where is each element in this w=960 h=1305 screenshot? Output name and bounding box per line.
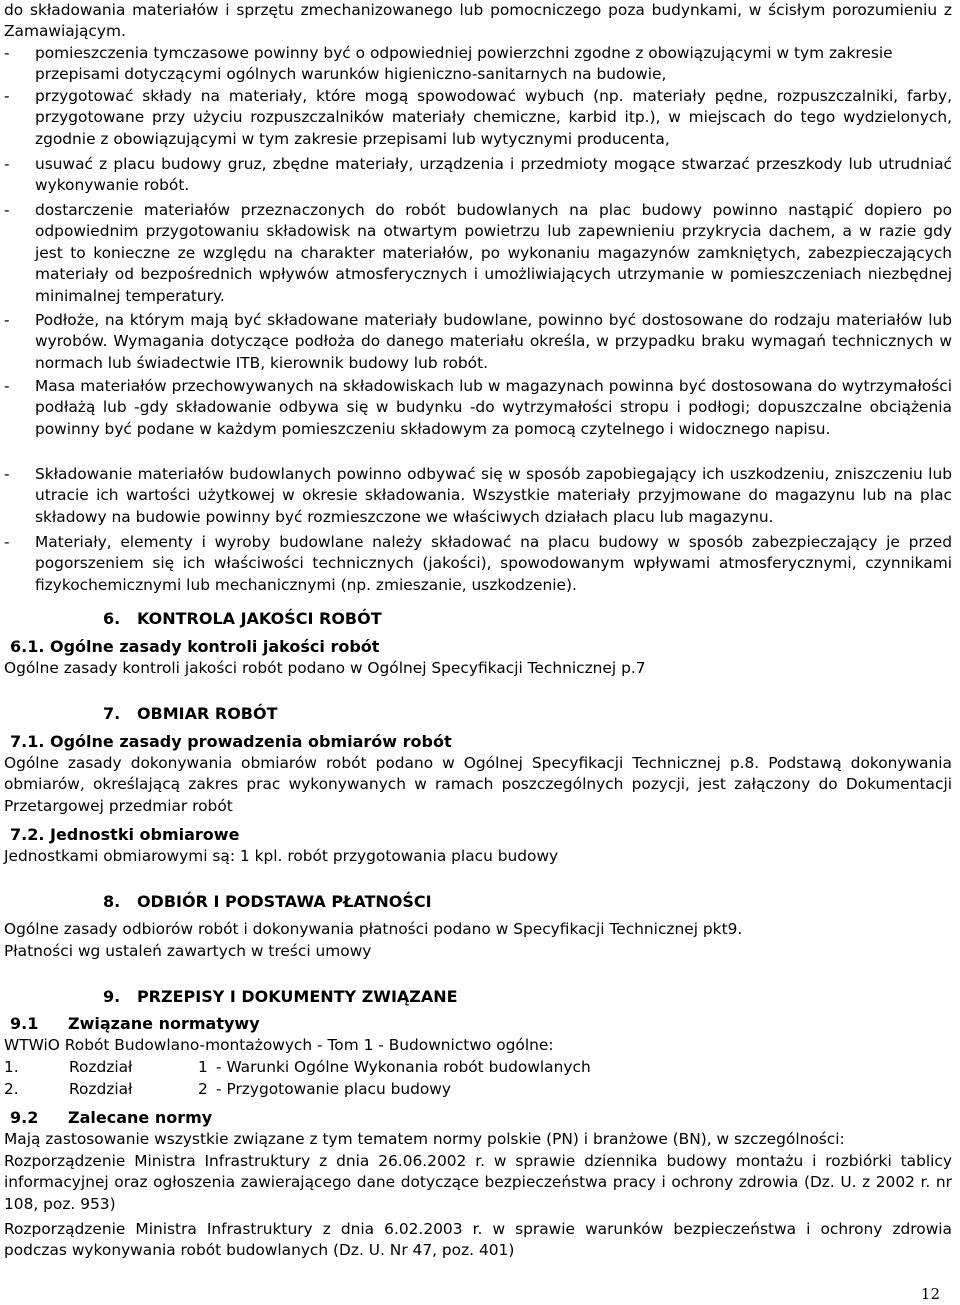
subsection-heading xyxy=(10,636,379,657)
subsection-title: Jednostki obmiarowe xyxy=(50,825,240,844)
section-number: 9. xyxy=(103,987,121,1006)
section-number: 6. xyxy=(103,609,121,628)
subsection-number: 9.1 xyxy=(10,1014,39,1033)
subsection-title: Ogólne zasady kontroli jakości robót xyxy=(50,637,380,656)
list-item xyxy=(4,1079,952,1101)
section-number: 8. xyxy=(103,892,121,911)
bullet-dash: - xyxy=(4,201,10,219)
bullet-item xyxy=(4,532,952,596)
list-code: 2 xyxy=(198,1080,208,1098)
bullet-item xyxy=(4,310,952,374)
subsection-title: Zalecane normy xyxy=(68,1108,213,1127)
bullet-text: przygotować składy na materiały, które mogą spowodować wybuch (np. materiały pędne, rozpuszczalniki, farby, przygotowane przy użyciu rozpuszczalników materiały chemiczne, karbid itp.), w miejscach do tego wydzielonych, zgodnie z obowiązującymi w tym zakresie przepisami lub wytycznymi producenta, xyxy=(35,87,952,148)
paragraph: Ogólne zasady kontroli jakości robót podano w Ogólnej Specyfikacji Technicznej p.7 xyxy=(4,659,646,677)
list-number: 1. xyxy=(4,1058,19,1076)
paragraph: WTWiO Robót Budowlano-montażowych - Tom 1 - Budownictwo ogólne: xyxy=(4,1036,554,1054)
bullet-text: Składowanie materiałów budowlanych powinno odbywać się w sposób zapobiegający ich uszkodzeniu, zniszczeniu lub utracie ich wartości użytkowej w okresie składowania. Wszystkie materiały przyjmowane do magazynu lub na plac składowy na budowie powinny być rozmieszczone we właściwych działach placu lub magazynu. xyxy=(35,465,952,526)
section-heading xyxy=(103,986,458,1007)
subsection-number: 9.2 xyxy=(10,1108,39,1127)
bullet-dash: - xyxy=(4,377,10,395)
subsection-heading xyxy=(10,824,239,845)
list-code: 1 xyxy=(198,1058,208,1076)
subsection-number: 7.2. xyxy=(10,825,45,844)
bullet-text: Podłoże, na którym mają być składowane materiały budowlane, powinno być dostosowane do rodzaju materiałów lub wyrobów. Wymagania dotyczące podłoża do danego materiału określa, w przypadku braku wymagań technicznych w normach lub świadectwie ITB, kierownik budowy lub robót. xyxy=(35,311,952,372)
bullet-dash: - xyxy=(4,155,10,173)
paragraph: Płatności wg ustaleń zawartych w treści umowy xyxy=(4,942,372,960)
bullet-dash: - xyxy=(4,311,10,329)
bullet-item xyxy=(4,86,952,150)
list-number: 2. xyxy=(4,1080,19,1098)
subsection-number: 7.1. xyxy=(10,732,45,751)
page-number: 12 xyxy=(920,1285,940,1303)
paragraph: Mają zastosowanie wszystkie związane z tym tematem normy polskie (PN) i branżowe (BN), w szczególności: xyxy=(4,1130,845,1148)
paragraph: Ogólne zasady odbiorów robót i dokonywania płatności podano w Specyfikacji Technicznej pkt9. xyxy=(4,920,743,938)
paragraph: Rozporządzenie Ministra Infrastruktury z dnia 6.02.2003 r. w sprawie warunków bezpieczeństwa i ochrony zdrowia podczas wykonywania robót budowlanych (Dz. U. Nr 47, poz. 401) xyxy=(4,1220,952,1260)
section-heading xyxy=(103,608,382,629)
bullet-item xyxy=(4,43,952,86)
bullet-text: Materiały, elementy i wyroby budowlane należy składować na placu budowy w sposób zabezpieczający je przed pogorszeniem się ich właściwości technicznych (jakości), spowodowanym wpływami atmosferycznymi, czynnikami fizykochemicznymi lub mechanicznymi (np. zmieszanie, uszkodzenie). xyxy=(35,533,952,594)
paragraph: Rozporządzenie Ministra Infrastruktury z dnia 26.06.2002 r. w sprawie dziennika budowy montażu i rozbiórki tablicy informacyjnej oraz ogłoszenia zawierającego dane dotyczące bezpieczeństwa pracy i ochrony zdrowia (Dz. U. z 2002 r. nr 108, poz. 953) xyxy=(4,1152,952,1213)
subsection-heading xyxy=(10,1013,260,1034)
paragraph: Ogólne zasady dokonywania obmiarów robót podano w Ogólnej Specyfikacji Technicznej p.8. Podstawą dokonywania obmiarów, określającą zakres prac wykonywanych w ramach poszczególnych pozycji, jest załączony do Dokumentacji Przetargowej przedmiar robót xyxy=(4,754,952,815)
section-number: 7. xyxy=(103,704,121,723)
list-item xyxy=(4,1057,952,1079)
section-heading xyxy=(103,703,278,724)
section-heading xyxy=(103,891,432,912)
list-label: Rozdział xyxy=(69,1080,133,1098)
subsection-heading xyxy=(10,731,452,752)
subsection-heading xyxy=(10,1107,212,1128)
bullet-item xyxy=(4,154,952,197)
bullet-text: Masa materiałów przechowywanych na składowiskach lub w magazynach powinna być dostosowana do wytrzymałości podłażą lub -gdy składowanie odbywa się w budynku -do wytrzymałości stropu i podłogi; dopuszczalne obciążenia powinny być podane w każdym pomieszczeniu składowym za pomocą czytelnego i widocznego napisu. xyxy=(35,377,952,438)
section-title: ODBIÓR I PODSTAWA PŁATNOŚCI xyxy=(136,892,432,911)
bullet-dash: - xyxy=(4,533,10,551)
bullet-item xyxy=(4,376,952,440)
intro-paragraph: do składowania materiałów i sprzętu zmechanizowanego lub pomocniczego poza budynkami, w ścisłym porozumieniu z Zamawiającym. xyxy=(4,1,952,41)
section-title: KONTROLA JAKOŚCI ROBÓT xyxy=(136,609,382,628)
paragraph: Jednostkami obmiarowymi są: 1 kpl. robót przygotowania placu budowy xyxy=(4,847,559,865)
bullet-text: pomieszczenia tymczasowe powinny być o odpowiedniej powierzchni zgodne z obowiązującymi w tym zakresie przepisami dotyczącymi ogólnych warunków higieniczno-sanitarnych na budowie, xyxy=(35,44,893,84)
section-title: PRZEPISY I DOKUMENTY ZWIĄZANE xyxy=(136,987,458,1006)
bullet-text: dostarczenie materiałów przeznaczonych do robót budowlanych na plac budowy powinno nastąpić dopiero po odpowiednim przygotowaniu składowisk na otwartym powietrzu lub zapewnieniu przykrycia dachem, a w razie gdy jest to konieczne ze względu na charakter materiałów, po wykonaniu magazynów zamkniętych, zabezpieczających materiały od bezpośrednich wpływów atmosferycznych i umożliwiających utrzymanie w pomieszczeniach niezbędnej minimalnej temperatury. xyxy=(35,201,952,305)
bullet-dash: - xyxy=(4,44,10,62)
subsection-title: Ogólne zasady prowadzenia obmiarów robót xyxy=(50,732,452,751)
bullet-text: usuwać z placu budowy gruz, zbędne materiały, urządzenia i przedmioty mogące stwarzać przeszkody lub utrudniać wykonywanie robót. xyxy=(35,155,952,195)
bullet-dash: - xyxy=(4,465,10,483)
subsection-number: 6.1. xyxy=(10,637,45,656)
section-title: OBMIAR ROBÓT xyxy=(136,704,278,723)
subsection-title: Związane normatywy xyxy=(68,1014,260,1033)
list-text: - Warunki Ogólne Wykonania robót budowlanych xyxy=(216,1058,591,1076)
list-text: - Przygotowanie placu budowy xyxy=(216,1080,452,1098)
bullet-item xyxy=(4,200,952,307)
list-label: Rozdział xyxy=(69,1058,133,1076)
bullet-item xyxy=(4,464,952,528)
bullet-dash: - xyxy=(4,87,10,105)
